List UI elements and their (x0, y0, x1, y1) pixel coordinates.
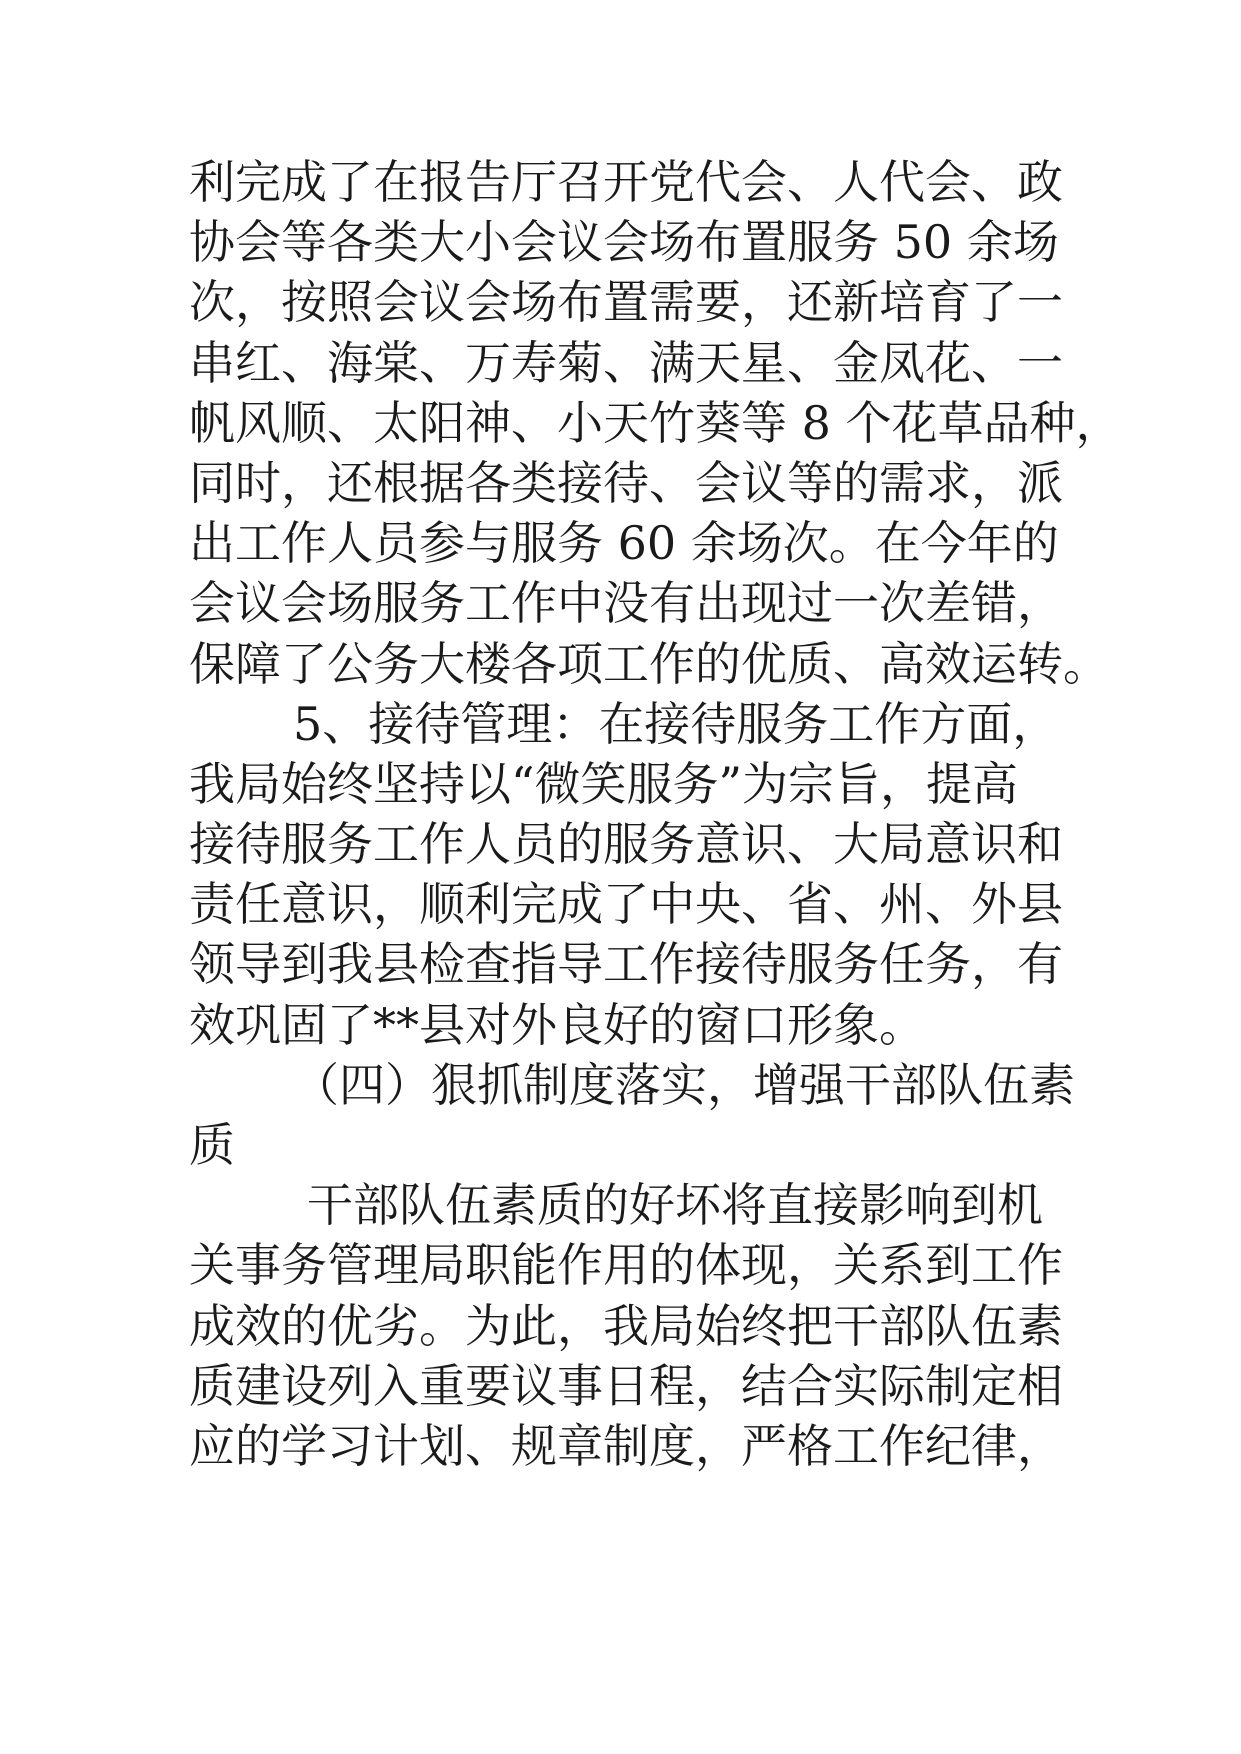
text-line: 5、接待管理：在接待服务工作方面， (293, 696, 1059, 751)
text-line: 成效的优劣。为此，我局始终把干部队伍素 (189, 1298, 1063, 1353)
body-text (189, 152, 1122, 1476)
text-line: 保障了公务大楼各项工作的优质、高效运转。 (189, 636, 1109, 691)
text-line: 关事务管理局职能作用的体现，关系到工作 (189, 1238, 1063, 1293)
text-line: 干部队伍素质的好坏将直接影响到机 (307, 1178, 1043, 1233)
text-line: 接待服务工作人员的服务意识、大局意识和 (189, 817, 1063, 872)
text-line: 次，按照会议会场布置需要，还新培育了一 (189, 275, 1063, 330)
text-line: 质建设列入重要议事日程，结合实际制定相 (189, 1358, 1063, 1413)
section-heading: （四）狠抓制度落实，增强干部队伍素 (293, 1057, 1075, 1112)
text-line: 领导到我县检查指导工作接待服务任务，有 (189, 937, 1063, 992)
text-line: 效巩固了**县对外良好的窗口形象。 (189, 997, 925, 1052)
text-line: 协会等各类大小会议会场布置服务 50 余场 (189, 215, 1059, 270)
text-line: 应的学习计划、规章制度，严格工作纪律， (189, 1418, 1063, 1473)
text-line: 利完成了在报告厅召开党代会、人代会、政 (189, 155, 1063, 209)
text-line: 我局始终坚持以“微笑服务”为宗旨，提高 (189, 756, 1019, 811)
text-line: 会议会场服务工作中没有出现过一次差错， (189, 576, 1063, 631)
text-line: 串红、海棠、万寿菊、满天星、金凤花、一 (189, 335, 1063, 390)
text-line: 出工作人员参与服务 60 余场次。在今年的 (189, 516, 1059, 571)
text-line: 同时，还根据各类接待、会议等的需求，派 (189, 455, 1063, 510)
text-line: 责任意识，顺利完成了中央、省、州、外县 (189, 877, 1063, 932)
section-heading-continuation: 质 (189, 1118, 235, 1172)
text-line: 帆风顺、太阳神、小天竹葵等 8 个花草品种， (189, 395, 1122, 450)
